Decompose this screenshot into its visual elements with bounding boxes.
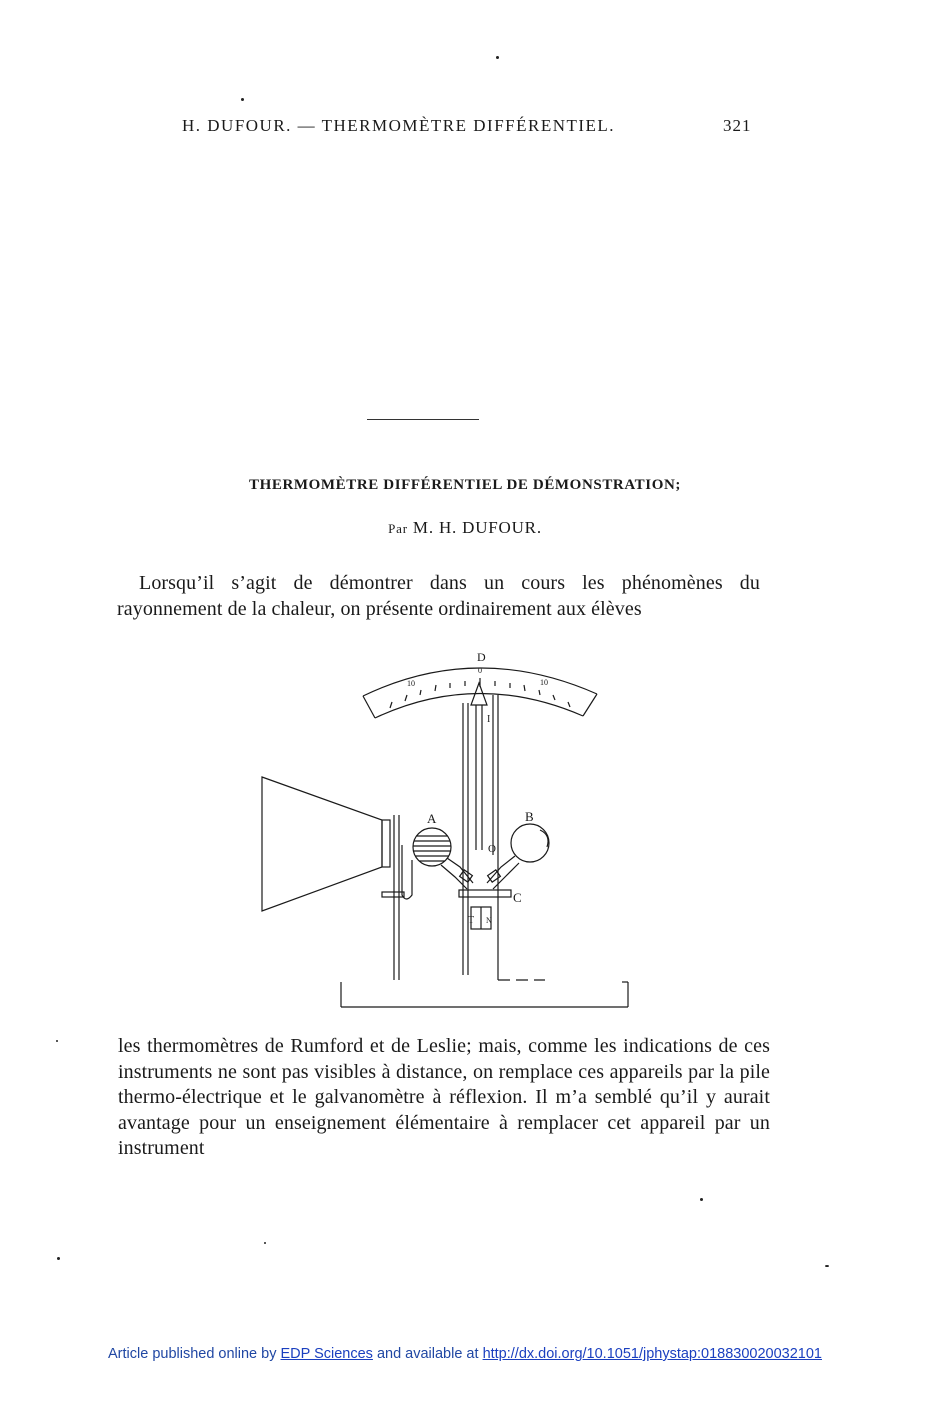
label-d: D	[477, 650, 486, 664]
crossbar-c	[459, 890, 511, 897]
page-number: 321	[723, 116, 752, 135]
label-c: C	[513, 890, 522, 905]
label-a: A	[427, 811, 437, 826]
label-t: T	[468, 915, 475, 926]
body-paragraph: Lorsqu’il s’agit de démontrer dans un cours les phénomènes du rayonnement de la chaleur, on présente ordinairement aux élèves	[117, 572, 760, 620]
base-board	[341, 982, 628, 1007]
label-right-scale: 10	[540, 678, 548, 687]
pointer	[471, 683, 487, 850]
footer-middle: and available at	[372, 1346, 483, 1362]
label-zero: 0	[478, 666, 482, 675]
publisher-link[interactable]: EDP Sciences	[280, 1346, 373, 1362]
bulb-a	[413, 828, 451, 866]
label-i: I	[487, 714, 491, 725]
body-paragraph: les thermomètres de Rumford et de Leslie; mais, comme les indications de ces instruments ne sont pas visibles à distance, on remplace ces appareils par la pile thermo-électrique et le galvanomètre à réflexion. Il m’a semblé qu’il y aurait avantage pour un enseignement élémentaire à remplacer cet appareil par un instrument	[118, 1035, 770, 1159]
label-n: N	[486, 916, 492, 925]
scan-speck	[241, 98, 244, 101]
apparatus-figure	[255, 645, 635, 1010]
running-header: H. DUFOUR. — THERMOMÈTRE DIFFÉRENTIEL.	[182, 116, 616, 135]
bulb-b	[511, 824, 549, 862]
doi-link[interactable]: http://dx.doi.org/10.1051/jphystap:018830020032101	[482, 1346, 822, 1362]
scan-speck	[825, 1265, 829, 1267]
footer-prefix: Article published online by	[108, 1346, 281, 1362]
scan-speck	[496, 56, 499, 59]
scale-dial	[363, 668, 597, 718]
author-line	[0, 518, 930, 538]
label-o: O	[488, 843, 496, 855]
author-name: M. H. DUFOUR.	[412, 518, 542, 537]
section-rule	[367, 419, 479, 420]
scan-speck	[57, 1257, 60, 1260]
publication-footer	[0, 1346, 930, 1362]
connecting-tubes	[441, 856, 519, 889]
article-title: THERMOMÈTRE DIFFÉRENTIEL DE DÉMONSTRATION;	[248, 477, 682, 493]
scan-speck	[56, 1040, 58, 1042]
label-b: B	[525, 809, 534, 824]
label-left-scale: 10	[407, 679, 415, 688]
scan-speck	[264, 1242, 266, 1244]
author-prefix: Par	[388, 521, 408, 536]
radiation-source	[262, 777, 412, 980]
scan-speck	[700, 1198, 703, 1201]
